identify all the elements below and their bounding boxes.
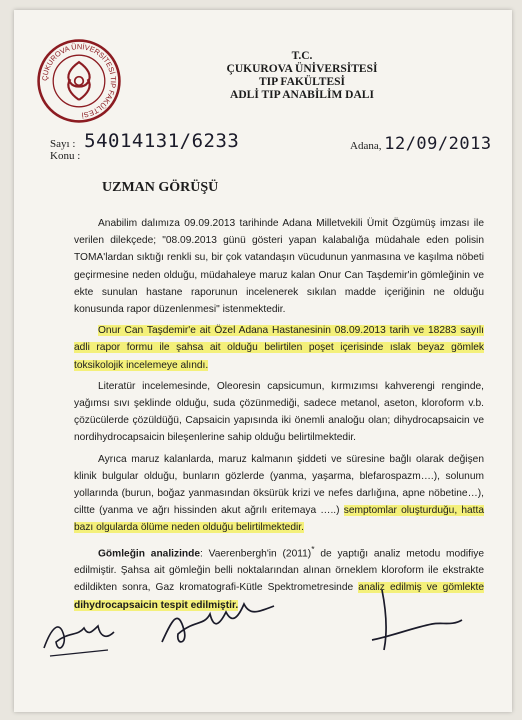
analysis-label: Gömleğin analizinde xyxy=(98,548,201,560)
date-row xyxy=(350,134,492,154)
header-faculty: TIP FAKÜLTESİ xyxy=(259,76,345,88)
report-body xyxy=(74,215,484,618)
header-department: ADLİ TIP ANABİLİM DALI xyxy=(230,89,374,101)
date-label: Adana, xyxy=(350,140,382,152)
seal-ring-text: ÇUKUROVA ÜNİVERSİTESİ TIP FAKÜLTESİ xyxy=(40,42,118,120)
highlight-result: dihydrocapsaicin tespit edilmiştir. xyxy=(74,599,239,611)
paragraph-symptoms xyxy=(74,451,484,537)
konu-row: Konu : xyxy=(50,150,81,162)
highlight-analysis: analiz edilmiş ve gömlekte xyxy=(358,582,484,594)
analysis-text-a: : Vaerenbergh'in (2011) xyxy=(200,548,312,560)
sayi-label: Sayı xyxy=(50,138,70,150)
header-tc: T.C. xyxy=(291,50,313,62)
letterhead xyxy=(182,50,422,102)
analysis-text-b: de yaptığı analiz metodu modifiye edilmiştir. Şahsa ait gömleğin belli noktalarından alınan örneklem kloroform ile ekstrakte edildikten sonra, Gaz kromatografi-Kütle Spektrometresinde xyxy=(74,548,484,594)
svg-text:ÇUKUROVA ÜNİVERSİTESİ TIP FAKÜ xyxy=(40,42,118,120)
highlight-evidence: Onur Can Taşdemir'e ait Özel Adana Hastanesinin 08.09.2013 tarih ve 18283 sayılı adli rapor formu ile şahsa ait olduğu belirtilen poşet içerisinde ıslak beyaz gömlek toksikolojik incelemeye alındı. xyxy=(74,325,484,371)
footnote-marker: * xyxy=(311,543,315,554)
date-value: 12/09/2013 xyxy=(384,134,492,154)
highlight-symptoms: semptomlar oluşturduğu, hatta bazı olgularda ölüme neden olduğu belirtilmektedir. xyxy=(74,505,485,534)
paragraph-request: Anabilim dalımıza 09.09.2013 tarihinde Adana Milletvekili Ümit Özgümüş imzası ile verilen dilekçede; "08.09.2013 günü gösteri yapan kalabalığa müdahale eden polisin TOMA'lardan sıktığı renkli su, bir çok vatandaşın vücudunun yanmasına ve kaşılma nöbeti geçirmesine neden olduğu, müdahaleye maruz kalan Onur Can Taşdemir'in gömleğinin ve ekte sunulan hastane raporunun incelenerek sıkılan madde içeriğinin ne olduğu konusunda rapor düzenlenmesi" istenmektedir. xyxy=(74,218,484,316)
symptoms-text: Ayrıca maruz kalanlarda, maruz kalmanın şiddeti ve süresine bağlı olarak değişen klinik bulgular olduğu, bunların gözlerde (yanma, yaşarma, blefarospazm….), solunum yollarında (burun, boğaz yanmasından öksürük krizi ve nefes darlığına, apne nöbetine…), ciltte (yanma ve ağrı hissinden akut ağrılı eritemaya …..) xyxy=(74,453,484,517)
page-title: UZMAN GÖRÜŞÜ xyxy=(102,180,219,195)
document-page xyxy=(14,10,512,712)
paragraph-evidence xyxy=(74,322,484,374)
konu-label: Konu xyxy=(50,150,75,162)
signature-1 xyxy=(38,606,118,666)
sayi-value: 54014131/6233 xyxy=(84,130,240,152)
header-university: ÇUKUROVA ÜNİVERSİTESİ xyxy=(226,63,378,75)
signature-3 xyxy=(362,580,472,670)
university-seal xyxy=(36,38,122,124)
signature-2 xyxy=(154,590,284,660)
sayi-row: Sayı : 54014131/6233 xyxy=(50,130,240,152)
paragraph-literature: Literatür incelemesinde, Oleoresin capsicumun, kırmızımsı kahverengi renginde, yağımsı sıvı şeklinde olduğu, suda çözünmediği, sadece metanol, aseton, kloroform v.b. çözücülerde çözüldüğü, Capsaicin yapısında iki önemli analoğu olan; dihydrocapsaicin ve nordihydrocapsaicin bileşenlerine sahip olduğu belirtilmektedir. xyxy=(74,380,484,444)
